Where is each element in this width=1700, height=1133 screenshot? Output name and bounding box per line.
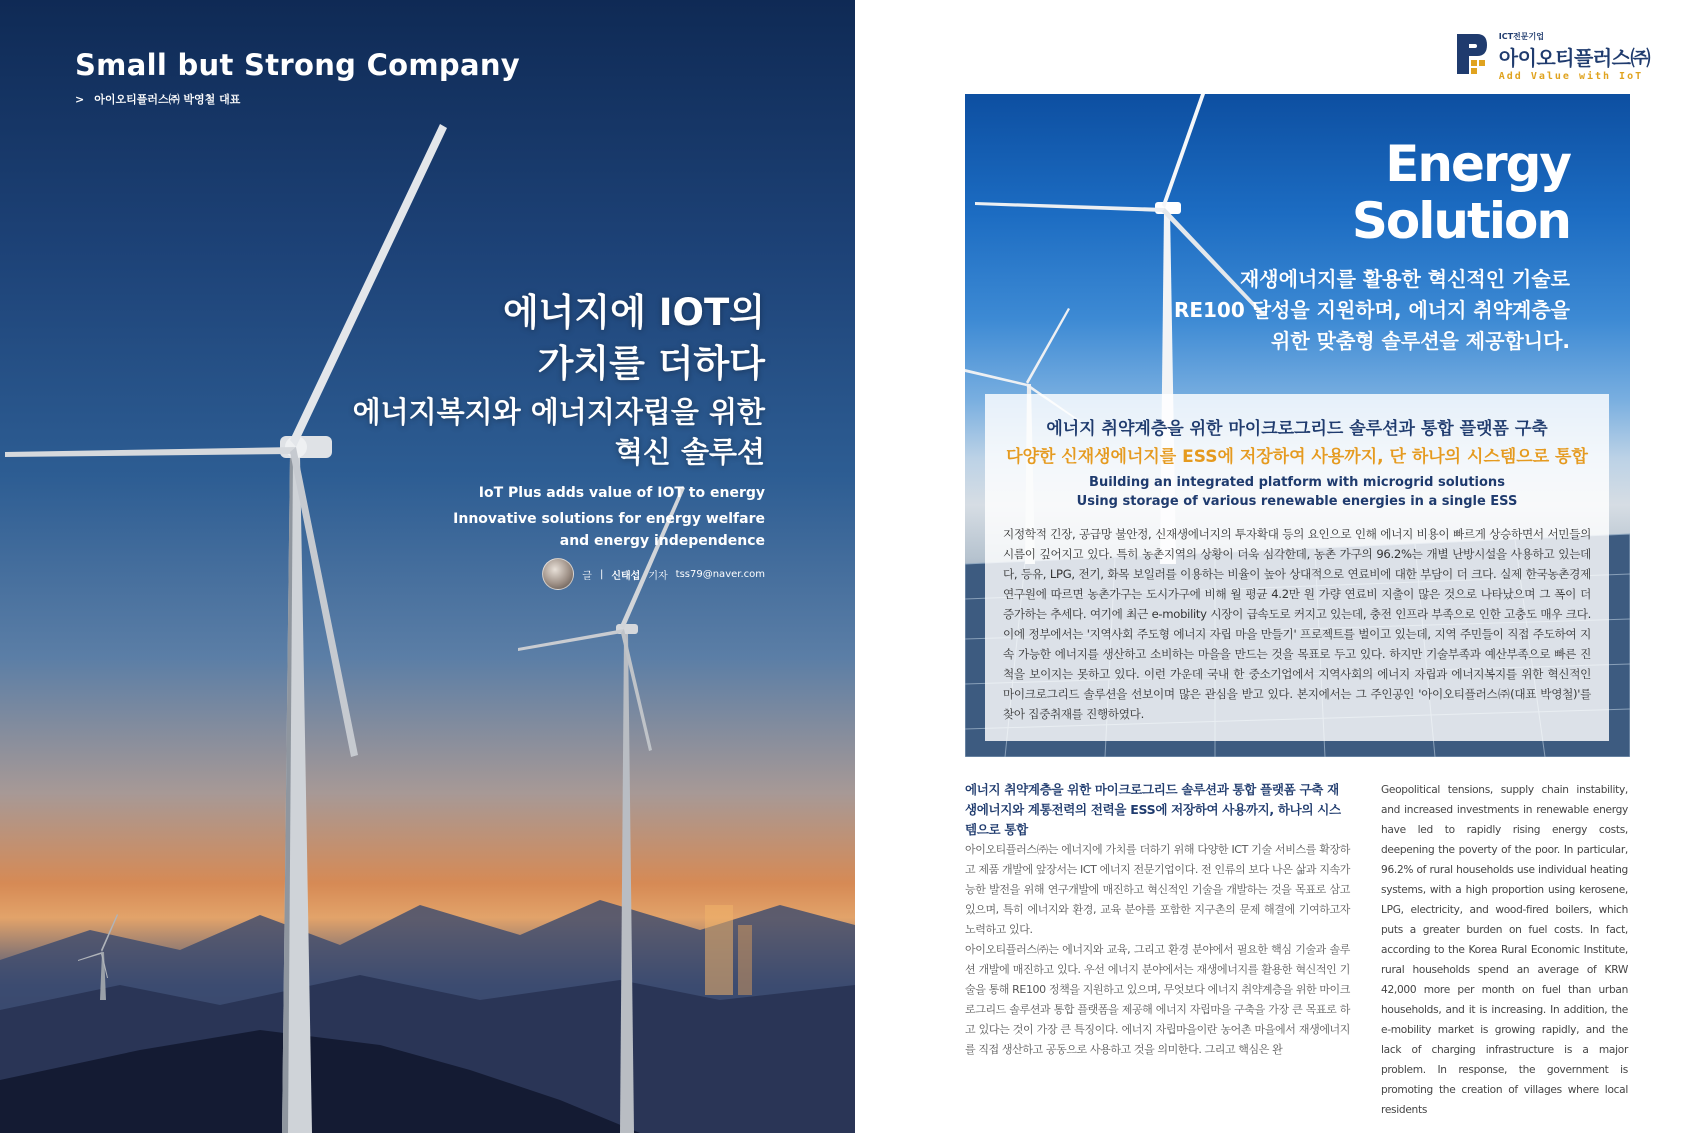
panel-body-text: 지정학적 긴장, 공급망 불안정, 신재생에너지의 투자확대 등의 요인으로 인해 에너지 비용이 빠르게 상승하면서 서민들의 시름이 깊어지고 있다. 특히 농촌지역의 상황이 더욱 심각한데, 농촌 가구의 96.2%는 개별 난방시설을 사용하고 있는데다, 등유, LPG, 전기, 화목 보일러를 이용하는 비율이 높아 상대적으로 연료비에 대한 부담이 더 크다. 실제 한국농촌경제연구원에 따르면 농촌가구는 도시가구에 비해 월 평균 4.2만 원 가량 연료비 지출이 많은 것으로 나타났으며 그 폭이 더 증가하는 추세다. 여기에 최근 e-mobility 시장이 급속도로 커지고 있는데, 충전 인프라 부족으로 인한 고충도 매우 크다. 이에 정부에서는 '지역사회 주도형 에너지 자립 마을 만들기' 프로젝트를 벌이고 있는데, 지역 주민들이 직접 주도하여 지속 가능한 에너지를 생산하고 소비하는 마을을 만드는 것을 목표로 두고 있다. 하지만 기술부족과 예산부족으로 빠른 진척을 보이지는 못하고 있다. 이런 가운데 국내 한 중소기업에서 지역사회의 에너지 자립과 에너지복지를 위한 혁신적인 마이크로그리드 솔루션을 선보이며 많은 관심을 받고 있다. 본지에서는 그 주인공인 '아이오티플러스㈜(대표 박영철)'를 찾아 집중취재를 진행하였다. [1003, 527, 1591, 721]
hero-intro-line-1: 재생에너지를 활용한 혁신적인 기술로 [1239, 267, 1570, 291]
author-email[interactable]: tss79@naver.com [675, 568, 765, 580]
author-role: 기자 [648, 570, 668, 582]
logo-small-text: ICT전문기업 [1498, 31, 1544, 41]
panel-english-heading-2: Using storage of various renewable energies in a single ESS [1076, 494, 1518, 509]
headline-line-1: 에너지에 IOT의 [502, 291, 765, 334]
chevron-right-icon: > [75, 93, 85, 106]
author-name: 신태섭 [611, 570, 641, 582]
byline-text: 아이오티플러스㈜ 박영철 대표 [94, 93, 241, 106]
column-paragraph-2: 아이오티플러스㈜는 에너지와 교육, 그리고 환경 분야에서 필요한 핵심 기술과 솔루션 개발에 매진하고 있다. 우선 에너지 분야에서는 재생에너지를 활용한 혁신적인 기술을 통해 RE100 정책을 지원하고 있으며, 무엇보다 에너지 취약계층을 위한 마이크로그리드 솔루션과 통합 플랫폼을 제공해 에너지 자립마을 구축을 가장 큰 목표로 하고 있다는 것이 가장 큰 특징이다. 에너지 자립마을이란 농어촌 마을에서 재생에너지를 직접 생산하고 공동으로 사용하고 것을 의미한다. 그리고 핵심은 완 [965, 943, 1350, 1056]
english-subtitle: Innovative solutions for energy welfare and energy independence [453, 511, 765, 549]
panel-heading-accent: 다양한 신재생에너지를 ESS에 저장하여 사용까지, 단 하나의 시스템으로 통합 [1006, 447, 1588, 467]
headline [503, 287, 765, 389]
headline-line-2: 가치를 더하다 [537, 342, 765, 385]
hero-title [1352, 136, 1570, 250]
article-column-korean [965, 780, 1350, 1060]
right-page [855, 0, 1700, 1133]
interviewee-byline [75, 91, 240, 107]
subheadline-line-1: 에너지복지와 에너지자립을 위한 [352, 395, 765, 429]
company-logo [1453, 30, 1650, 82]
column-paragraph-1: 아이오티플러스㈜는 에너지에 가치를 더하기 위해 다양한 ICT 기술 서비스를 확장하고 제품 개발에 앞장서는 ICT 에너지 전문기업이다. 전 인류의 보다 나은 삶과 지속가능한 발전을 위해 연구개발에 매진하고 혁신적인 기술을 개발하는 것을 목표로 삼고 있으며, 특히 에너지와 환경, 교육 분야를 포함한 지구촌의 문제 해결에 기여하고자 노력하고 있다. [965, 843, 1350, 936]
hero-title-line-1: Energy [1385, 135, 1570, 193]
intro-panel [985, 394, 1609, 741]
column-heading: 에너지 취약계층을 위한 마이크로그리드 솔루션과 통합 플랫폼 구축 재생에너지와 계통전력의 전력을 ESS에 저장하여 사용까지, 하나의 시스템으로 통합 [965, 782, 1341, 837]
series-title: Small but Strong Company [75, 48, 520, 82]
article-column-english: Geopolitical tensions, supply chain instability, and increased investments in renewable energy have led to rapidly rising energy costs, deepening the poverty of the poor. In particular, 96.2% of rural households use individual heating systems, with a high proportion using kerosene, LPG, electricity, and wood-fired boilers, which puts a greater burden on fuel costs. In fact, according to the Korea Rural Economic Institute, rural households spend an average of KRW 42,000 more per month on fuel than urban households, and it is increasing. In addition, the e-mobility market is growing rapidly, and the lack of charging infrastructure is a major problem. In response, the government is promoting the creation of villages where local residents [1381, 784, 1628, 1116]
author-separator: | [599, 568, 604, 580]
author-credit [542, 558, 765, 590]
hero-intro [1174, 264, 1570, 357]
iotplus-logo-icon [1453, 30, 1491, 82]
subheadline-line-2: 혁신 솔루션 [614, 435, 765, 469]
logo-text [1499, 31, 1650, 82]
hero-title-line-2: Solution [1351, 192, 1570, 250]
panel-heading: 에너지 취약계층을 위한 마이크로그리드 솔루션과 통합 플랫폼 구축 [1046, 419, 1548, 439]
author-avatar [542, 558, 574, 590]
logo-tagline: Add Value with IoT [1498, 70, 1644, 82]
hero-image [965, 94, 1630, 757]
english-title: IoT Plus adds value of IOT to energy [478, 485, 765, 501]
subheadline [353, 392, 765, 472]
author-label: 글 [582, 570, 592, 582]
panel-english-heading-1: Building an integrated platform with microgrid solutions [1089, 475, 1505, 490]
logo-company-name: 아이오티플러스㈜ [1498, 45, 1650, 70]
hero-intro-line-3: 위한 맞춤형 솔루션을 제공합니다. [1271, 329, 1570, 353]
hero-intro-line-2: RE100 달성을 지원하며, 에너지 취약계층을 [1173, 298, 1570, 322]
